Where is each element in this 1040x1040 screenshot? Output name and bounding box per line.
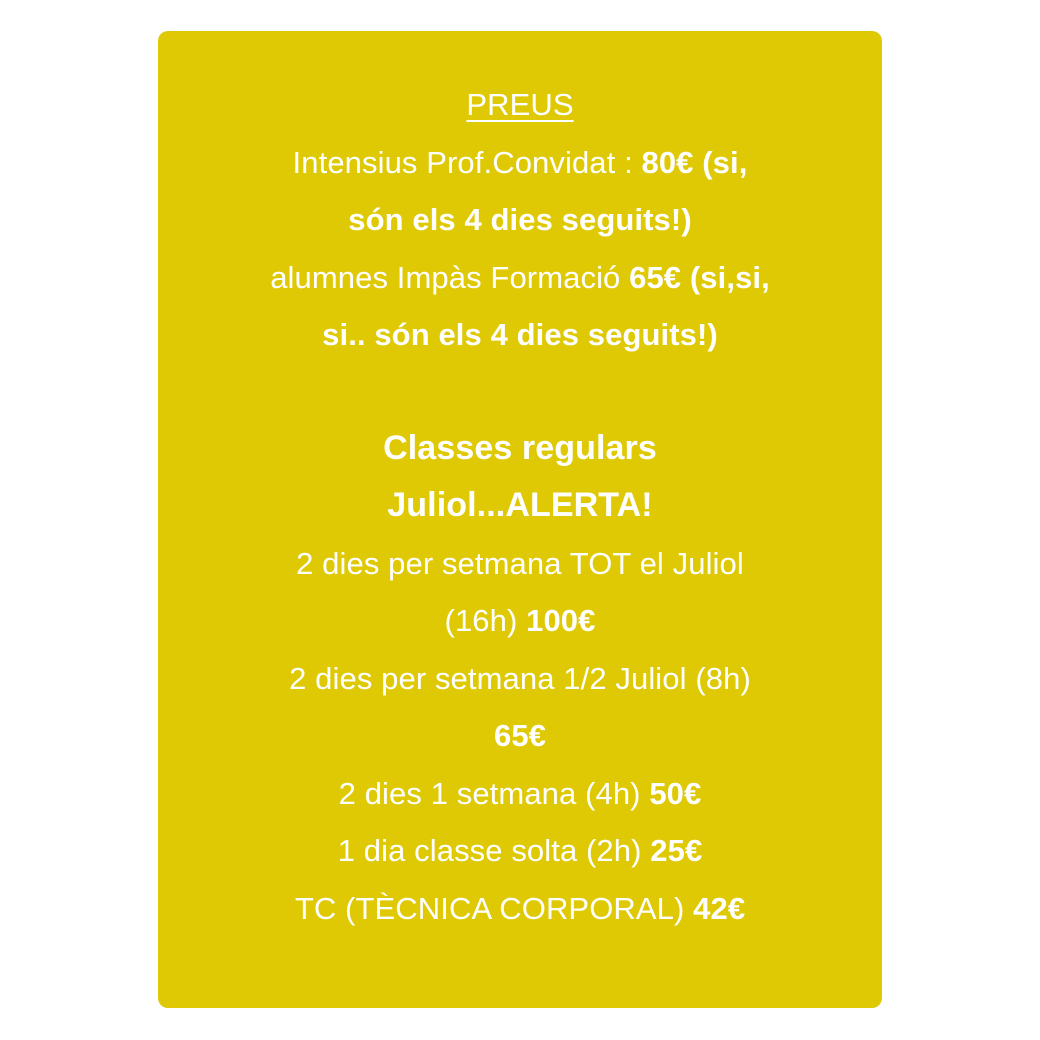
prices-heading: PREUS <box>466 87 574 122</box>
regular-item-4 <box>158 822 882 880</box>
intensius-price: 80€ (si, <box>641 144 748 180</box>
alumnes-price: 65€ (si,si, <box>629 259 770 295</box>
price-content <box>158 76 882 937</box>
regular-item-5-label: TC (TÈCNICA CORPORAL) <box>294 890 694 926</box>
regular-item-1-line-1: 2 dies per setmana TOT el Juliol <box>296 545 744 581</box>
regular-item-1-price: 100€ <box>526 603 596 638</box>
regular-item-3 <box>158 765 882 823</box>
regular-item-4-price: 25€ <box>650 833 703 868</box>
regular-title-2: Juliol...ALERTA! <box>387 486 653 524</box>
alumnes-line-2: si.. són els 4 dies seguits!) <box>322 317 718 352</box>
intensius-line-2: són els 4 dies seguits!) <box>348 202 692 237</box>
alumnes-label: alumnes Impàs Formació <box>270 259 630 295</box>
regular-item-4-label: 1 dia classe solta (2h) <box>337 833 651 868</box>
price-card <box>158 31 882 1008</box>
intensius-line-1 <box>158 134 882 192</box>
regular-item-2-price: 65€ <box>493 718 547 753</box>
regular-item-2-line-1: 2 dies per setmana 1/2 Juliol (8h) <box>289 660 751 696</box>
regular-item-1-line-2 <box>158 592 882 650</box>
regular-item-3-price: 50€ <box>649 775 702 811</box>
intensius-label: Intensius Prof.Convidat : <box>292 144 642 180</box>
alumnes-line-1 <box>158 249 882 307</box>
regular-item-3-label: 2 dies 1 setmana (4h) <box>338 775 650 811</box>
regular-item-5 <box>158 880 882 938</box>
section-spacer <box>158 364 882 420</box>
regular-item-5-price: 42€ <box>693 890 746 926</box>
regular-title-1: Classes regulars <box>383 428 657 467</box>
regular-item-1-hours: (16h) <box>444 603 527 638</box>
